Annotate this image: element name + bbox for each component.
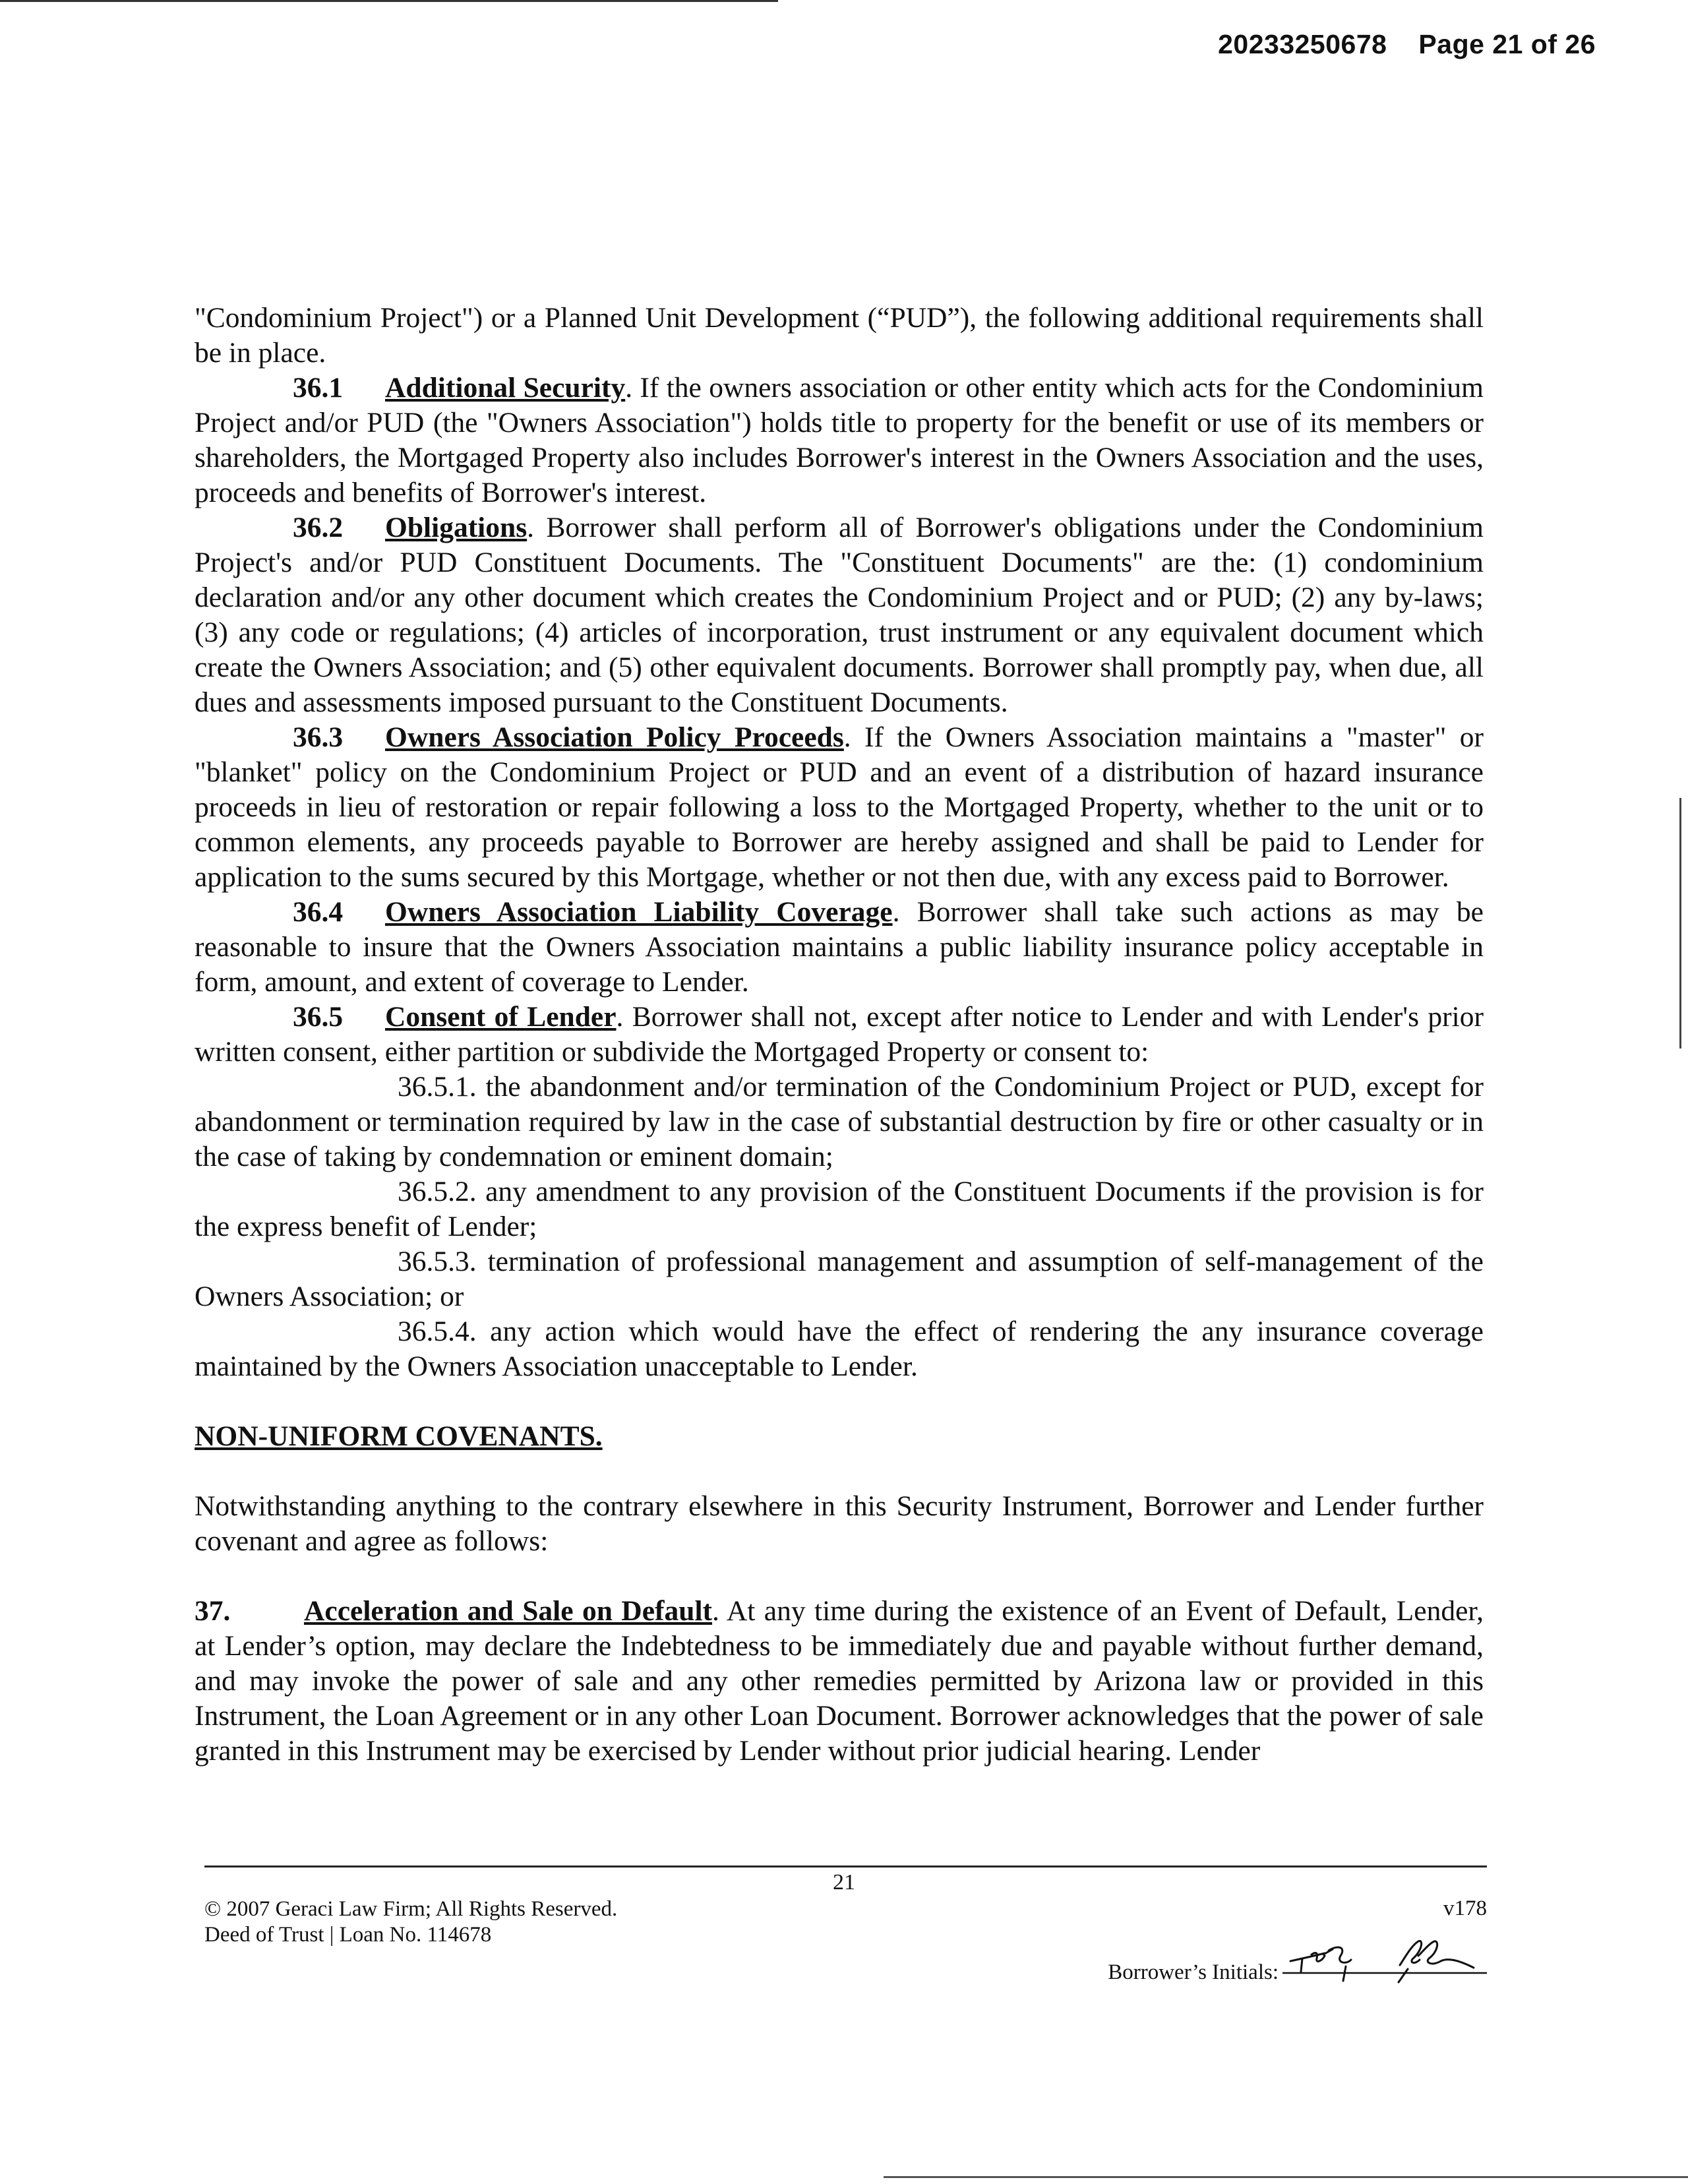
- scan-edge-right: [1679, 798, 1681, 1048]
- section-36-1: [195, 371, 1484, 510]
- document-number: 20233250678: [1218, 29, 1387, 59]
- section-heading: Consent of Lender: [385, 1001, 617, 1033]
- borrower-initials: [1108, 1932, 1487, 1985]
- section-number: 36.2: [293, 512, 344, 543]
- section-text: . At any time during the existence of an Event of Default, Lender, at Lender’s option, may declare the Indebtedness to be immediately due and payable without further demand, and may invoke the power of sale and any other remedies permitted by Arizona law or provided in this Instrument, the Loan Agreement or in any other Loan Document. Borrower acknowledges that the power of sale granted in this Instrument may be exercised by Lender without prior judicial hearing. Lender: [195, 1595, 1484, 1767]
- subsection-36-5-4: 36.5.4. any action which would have the effect of rendering the any insurance coverage maintained by the Owners Association unacceptable to Lender.: [195, 1316, 1484, 1382]
- section-text: . Borrower shall take such actions as may be reasonable to insure that the Owners Association maintains a public liability insurance policy acceptable in form, amount, and extent of coverage to Lender.: [195, 896, 1484, 998]
- section-text: . If the Owners Association maintains a "master" or "blanket" policy on the Condominium Project or PUD and an event of a distribution of hazard insurance proceeds in lieu of restoration or repair following a loss to the Mortgaged Property, whether to the unit or to common elements, any proceeds payable to Borrower are hereby assigned and shall be paid to Lender for application to the sums secured by this Mortgage, whether or not then due, with any excess paid to Borrower.: [195, 721, 1484, 893]
- paragraph-intro: "Condominium Project") or a Planned Unit Development (“PUD”), the following additional requirements shall be in place.: [195, 302, 1484, 369]
- section-37: [195, 1594, 1484, 1769]
- scan-edge-bottom: [884, 2176, 1688, 2178]
- copyright-line: © 2007 Geraci Law Firm; All Rights Reserved.: [204, 1897, 618, 1921]
- subsection-36-5-2: 36.5.2. any amendment to any provision of the Constituent Documents if the provision is for the express benefit of Lender;: [195, 1176, 1484, 1242]
- paragraph-notwithstanding: Notwithstanding anything to the contrary elsewhere in this Security Instrument, Borrower and Lender further covenant and agree as follows:: [195, 1490, 1484, 1557]
- section-heading: Owners Association Liability Coverage: [385, 896, 893, 928]
- recording-stamp: [1218, 29, 1596, 60]
- version-label: v178: [1443, 1896, 1487, 1920]
- initials-label: Borrower’s Initials:: [1108, 1960, 1279, 1984]
- page-number: 21: [833, 1870, 855, 1895]
- section-number: 37.: [195, 1595, 231, 1627]
- section-number: 36.1: [293, 372, 344, 404]
- section-text: . Borrower shall perform all of Borrower's obligations under the Condominium Project's and/or PUD Constituent Documents. The "Constituent Documents" are the: (1) condominium declaration and/or any other document which creates the Condominium Project and or PUD; (2) any by-laws; (3) any code or regulations; (4) articles of incorporation, trust instrument or any equivalent document which create the Owners Association; and (5) other equivalent documents. Borrower shall promptly pay, when due, all dues and assessments imposed pursuant to the Constituent Documents.: [195, 512, 1484, 718]
- section-heading: Owners Association Policy Proceeds: [385, 721, 844, 753]
- section-heading: Acceleration and Sale on Default: [304, 1595, 713, 1627]
- document-body: [195, 301, 1484, 1769]
- non-uniform-covenants-heading: NON-UNIFORM COVENANTS.: [195, 1420, 603, 1452]
- section-36-2: [195, 510, 1484, 720]
- section-heading: Additional Security: [385, 372, 626, 404]
- section-heading: Obligations: [385, 512, 528, 543]
- page-label: Page 21 of 26: [1418, 29, 1596, 59]
- section-36-3: [195, 720, 1484, 895]
- scan-edge-top: [0, 0, 778, 2]
- footer-rule: [204, 1866, 1487, 1867]
- subsection-36-5-1: 36.5.1. the abandonment and/or termination of the Condominium Project or PUD, except for abandonment or termination required by law in the case of substantial destruction by fire or other casualty or in the case of taking by condemnation or eminent domain;: [195, 1071, 1484, 1172]
- section-text: . If the owners association or other entity which acts for the Condominium Project and/or PUD (the "Owners Association") holds title to property for the benefit or use of its members or shareholders, the Mortgaged Property also includes Borrower's interest in the Owners Association and the uses, proceeds and benefits of Borrower's interest.: [195, 372, 1484, 508]
- footer-left: [204, 1896, 617, 1948]
- section-36-4: [195, 895, 1484, 1000]
- section-number: 36.3: [293, 721, 344, 753]
- section-number: 36.5: [293, 1001, 344, 1033]
- subsection-36-5-3: 36.5.3. termination of professional management and assumption of self-management of the Owners Association; or: [195, 1246, 1484, 1312]
- deed-loan-line: Deed of Trust | Loan No. 114678: [204, 1923, 492, 1947]
- section-text: . Borrower shall not, except after notice to Lender and with Lender's prior written consent, either partition or subdivide the Mortgaged Property or consent to:: [195, 1001, 1484, 1068]
- section-36-5: [195, 1000, 1484, 1070]
- initials-signature-icon: [1282, 1932, 1487, 1985]
- section-number: 36.4: [293, 896, 344, 928]
